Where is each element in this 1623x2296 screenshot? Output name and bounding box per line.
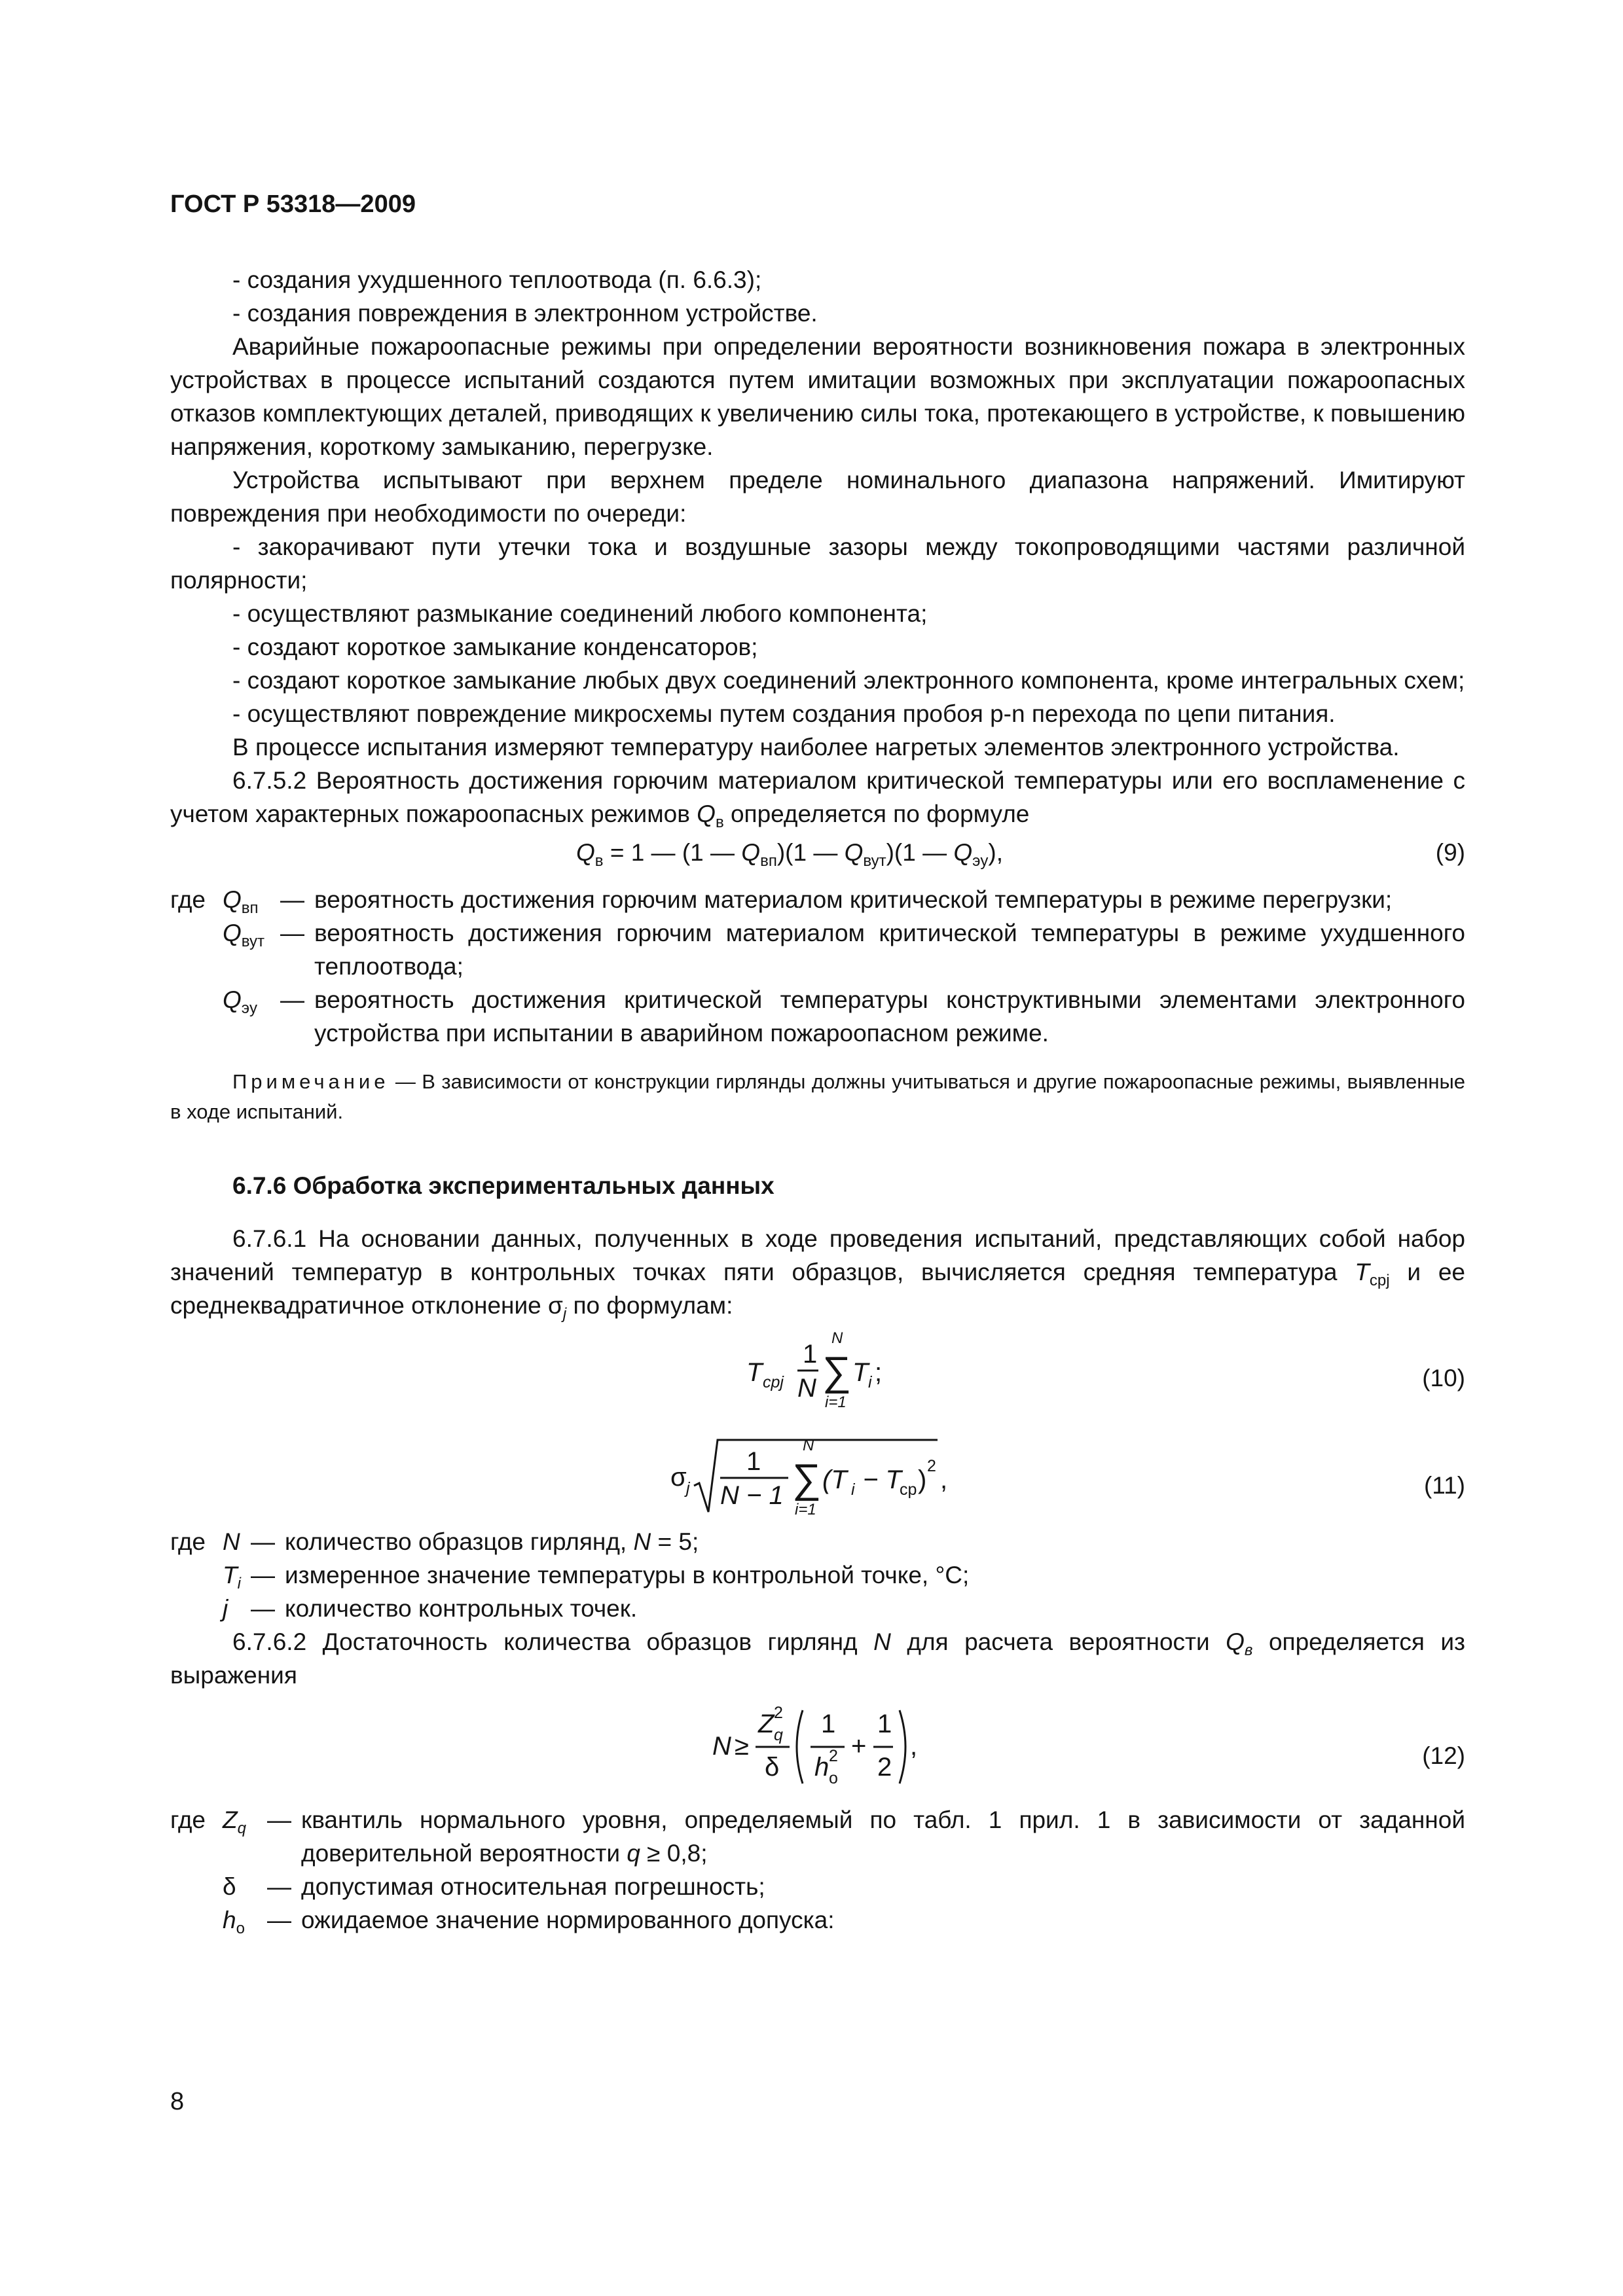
where-item: где N — количество образцов гирлянд, N = 5; [170,1525,1465,1558]
summand-open: (T [822,1465,847,1494]
where-variable: j [223,1595,228,1622]
where-item: $Q_{эу}$ — вероятность достижения критической температуры конструктивными элементами электронного устройства при испытании в аварийном пожароопасном режиме. [170,983,1465,1050]
second-denominator: 2 [877,1753,892,1782]
summand-power: 2 [927,1457,936,1475]
paragraph-emergency-modes: Аварийные пожароопасные режимы при определении вероятности возникновения пожара в электронных устройствах в процессе испытаний создаются путем имитации возможных при эксплуатации пожароопасных отказов комплектующих деталей, приводящих к увеличению силы тока, протекающего в устройстве, к повышению напряжения, короткому замыканию, перегрузке. [170,333,1465,460]
formula-number: (11) [1423,1472,1465,1499]
where-variable: N [223,1528,240,1555]
where-list-formula-9 [170,883,1465,1050]
list-item: - осуществляют размыкание соединений любого компонента; [232,600,928,627]
fraction-numerator: 1 [746,1447,761,1476]
fraction-denominator: N − 1 [720,1481,784,1510]
list-item: - создания ухудшенного теплоотвода (п. 6.6.3); [232,266,762,293]
where-variable: $Q_{вут}$ [223,920,264,950]
plus-sign: + [851,1732,867,1761]
sum-lower: i=1 [795,1501,816,1518]
right-paren [900,1710,905,1784]
list-item: - закорачивают пути утечки тока и воздушные зазоры между токопроводящими частями различной полярности; [170,533,1465,594]
left-paren [797,1710,803,1784]
formula-9 [170,831,1465,883]
h-power: 2 [829,1747,838,1765]
where-item: j — количество контрольных точек. [170,1592,1465,1625]
where-item: где $Z_q$ — квантиль нормального уровня, определяемый по табл. 1 прил. 1 в зависимости от заданной доверительной вероятности q ≥ 0,8; [170,1803,1465,1870]
summand-i: i [851,1480,855,1499]
fraction-numerator: 1 [803,1340,818,1369]
note-lead: Примечание [232,1070,390,1093]
z-quantile: Z [758,1710,775,1738]
formula-10 [170,1322,1465,1420]
h-denominator: h [814,1753,830,1782]
list-item: - создают короткое замыкание любых двух соединений электронного компонента, кроме интегральных схем; [232,667,1465,694]
where-variable: $T_i$ [223,1562,241,1592]
where-item: $h_о$ — ожидаемое значение нормированного допуска: [170,1903,1465,1937]
formula-lhs: T [746,1358,763,1387]
where-variable: $Z_q$ [223,1806,246,1837]
sum-upper: N [831,1329,843,1347]
sum-sign: ∑ [822,1349,852,1394]
clause-6-7-6-1: 6.7.6.1 На основании данных, полученных в ходе проведения испытаний, представляющих собой набор значений температур в контрольных точках пяти образцов, вычисляется средняя температура $T_{срj}$ и ее среднеквадратичное отклонение $\sigma_j$ по формулам: [170,1225,1465,1323]
z-power: 2 [774,1704,783,1722]
where-label: где [170,886,206,913]
formula-11 [170,1420,1465,1525]
formula-number: (10) [1422,1365,1465,1391]
where-variable: δ [223,1873,236,1900]
clause-6-7-6-2: 6.7.6.2 Достаточность количества образцов гирлянд N для расчета вероятности $Q_в$ определяется из выражения [170,1628,1466,1689]
formula-lhs-sub: срj [763,1373,784,1391]
where-variable: $Q_{вп}$ [223,886,259,917]
formula-end: , [940,1465,948,1494]
summand: T [852,1358,869,1387]
summand-sub: i [868,1373,872,1391]
list-item: - создают короткое замыкание конденсаторов; [232,634,758,660]
fraction-denominator: δ [765,1753,780,1782]
formula-end: ; [875,1358,883,1387]
note-text: — В зависимости от конструкции гирлянды должны учитываться и другие пожароопасные режимы, выявленные в ходе испытаний. [170,1070,1465,1123]
h-sub: о [829,1769,838,1787]
where-label: где [170,1806,206,1833]
section-heading: 6.7.6 Обработка экспериментальных данных [232,1172,775,1199]
document-header: ГОСТ Р 53318—2009 [170,190,416,218]
ge-sign: ≥ [735,1732,749,1761]
summand-minus: − T [863,1465,902,1494]
where-item: $Q_{вут}$ — вероятность достижения горючим материалом критической температуры в режиме ухудшенного теплоотвода; [170,916,1465,983]
fraction-denominator: N [797,1374,816,1403]
paragraph-test-conditions: Устройства испытывают при верхнем пределе номинального диапазона напряжений. Имитируют повреждения при необходимости по очереди: [170,467,1465,527]
formula-end: , [910,1732,918,1761]
where-variable: $h_о$ [223,1907,245,1937]
formula-12 [170,1692,1465,1803]
formula-lhs: N [712,1732,731,1761]
formula-12-graphic [170,1692,1465,1803]
summand-sub-cp: ср [900,1480,917,1499]
document-body [170,263,1465,1937]
sum-upper: N [803,1437,814,1454]
note [170,1067,1465,1127]
clause-6-7-5-2: 6.7.5.2 Вероятность достижения горючим материалом критической температуры или его воспламенение с учетом характерных пожароопасных режимов $Q_в$ определяется по формуле [170,767,1465,831]
sum-lower: i=1 [825,1393,847,1411]
sum-sign: ∑ [792,1456,822,1501]
paragraph-measurement: В процессе испытания измеряют температуру наиболее нагретых элементов электронного устройства. [232,734,1400,761]
where-variable: $Q_{эу}$ [223,986,258,1017]
formula-number: (12) [1422,1742,1465,1769]
where-item: δ — допустимая относительная погрешность; [170,1870,1465,1903]
list-item: - осуществляют повреждение микросхемы путем создания пробоя p-n перехода по цепи питания. [232,700,1336,727]
list-item: - создания повреждения в электронном устройстве. [232,300,818,327]
formula-9-expression: $Q_в = 1$ — (1 — $Q_{вп})(1$ — $Q_{вут})(1$ — $Q_{эу}$), [576,839,1004,870]
summand-close: ) [918,1465,927,1494]
formula-11-graphic [170,1420,1465,1525]
where-item: где $Q_{вп}$ — вероятность достижения горючим материалом критической температуры в режиме перегрузки; [170,883,1465,916]
formula-10-graphic [170,1322,1465,1420]
where-label: где [170,1528,206,1555]
where-list-formula-11 [170,1525,1465,1625]
z-sub: q [774,1726,783,1744]
where-item: $T_i$ — измеренное значение температуры в контрольной точке, °C; [170,1558,1465,1592]
formula-lhs: σ [670,1463,687,1492]
inner-numerator: 1 [821,1710,836,1738]
second-numerator: 1 [877,1710,892,1738]
page-number: 8 [170,2088,185,2115]
formula-number: (9) [1435,839,1465,866]
where-list-formula-12 [170,1803,1465,1937]
formula-lhs-sub: j [686,1479,690,1498]
